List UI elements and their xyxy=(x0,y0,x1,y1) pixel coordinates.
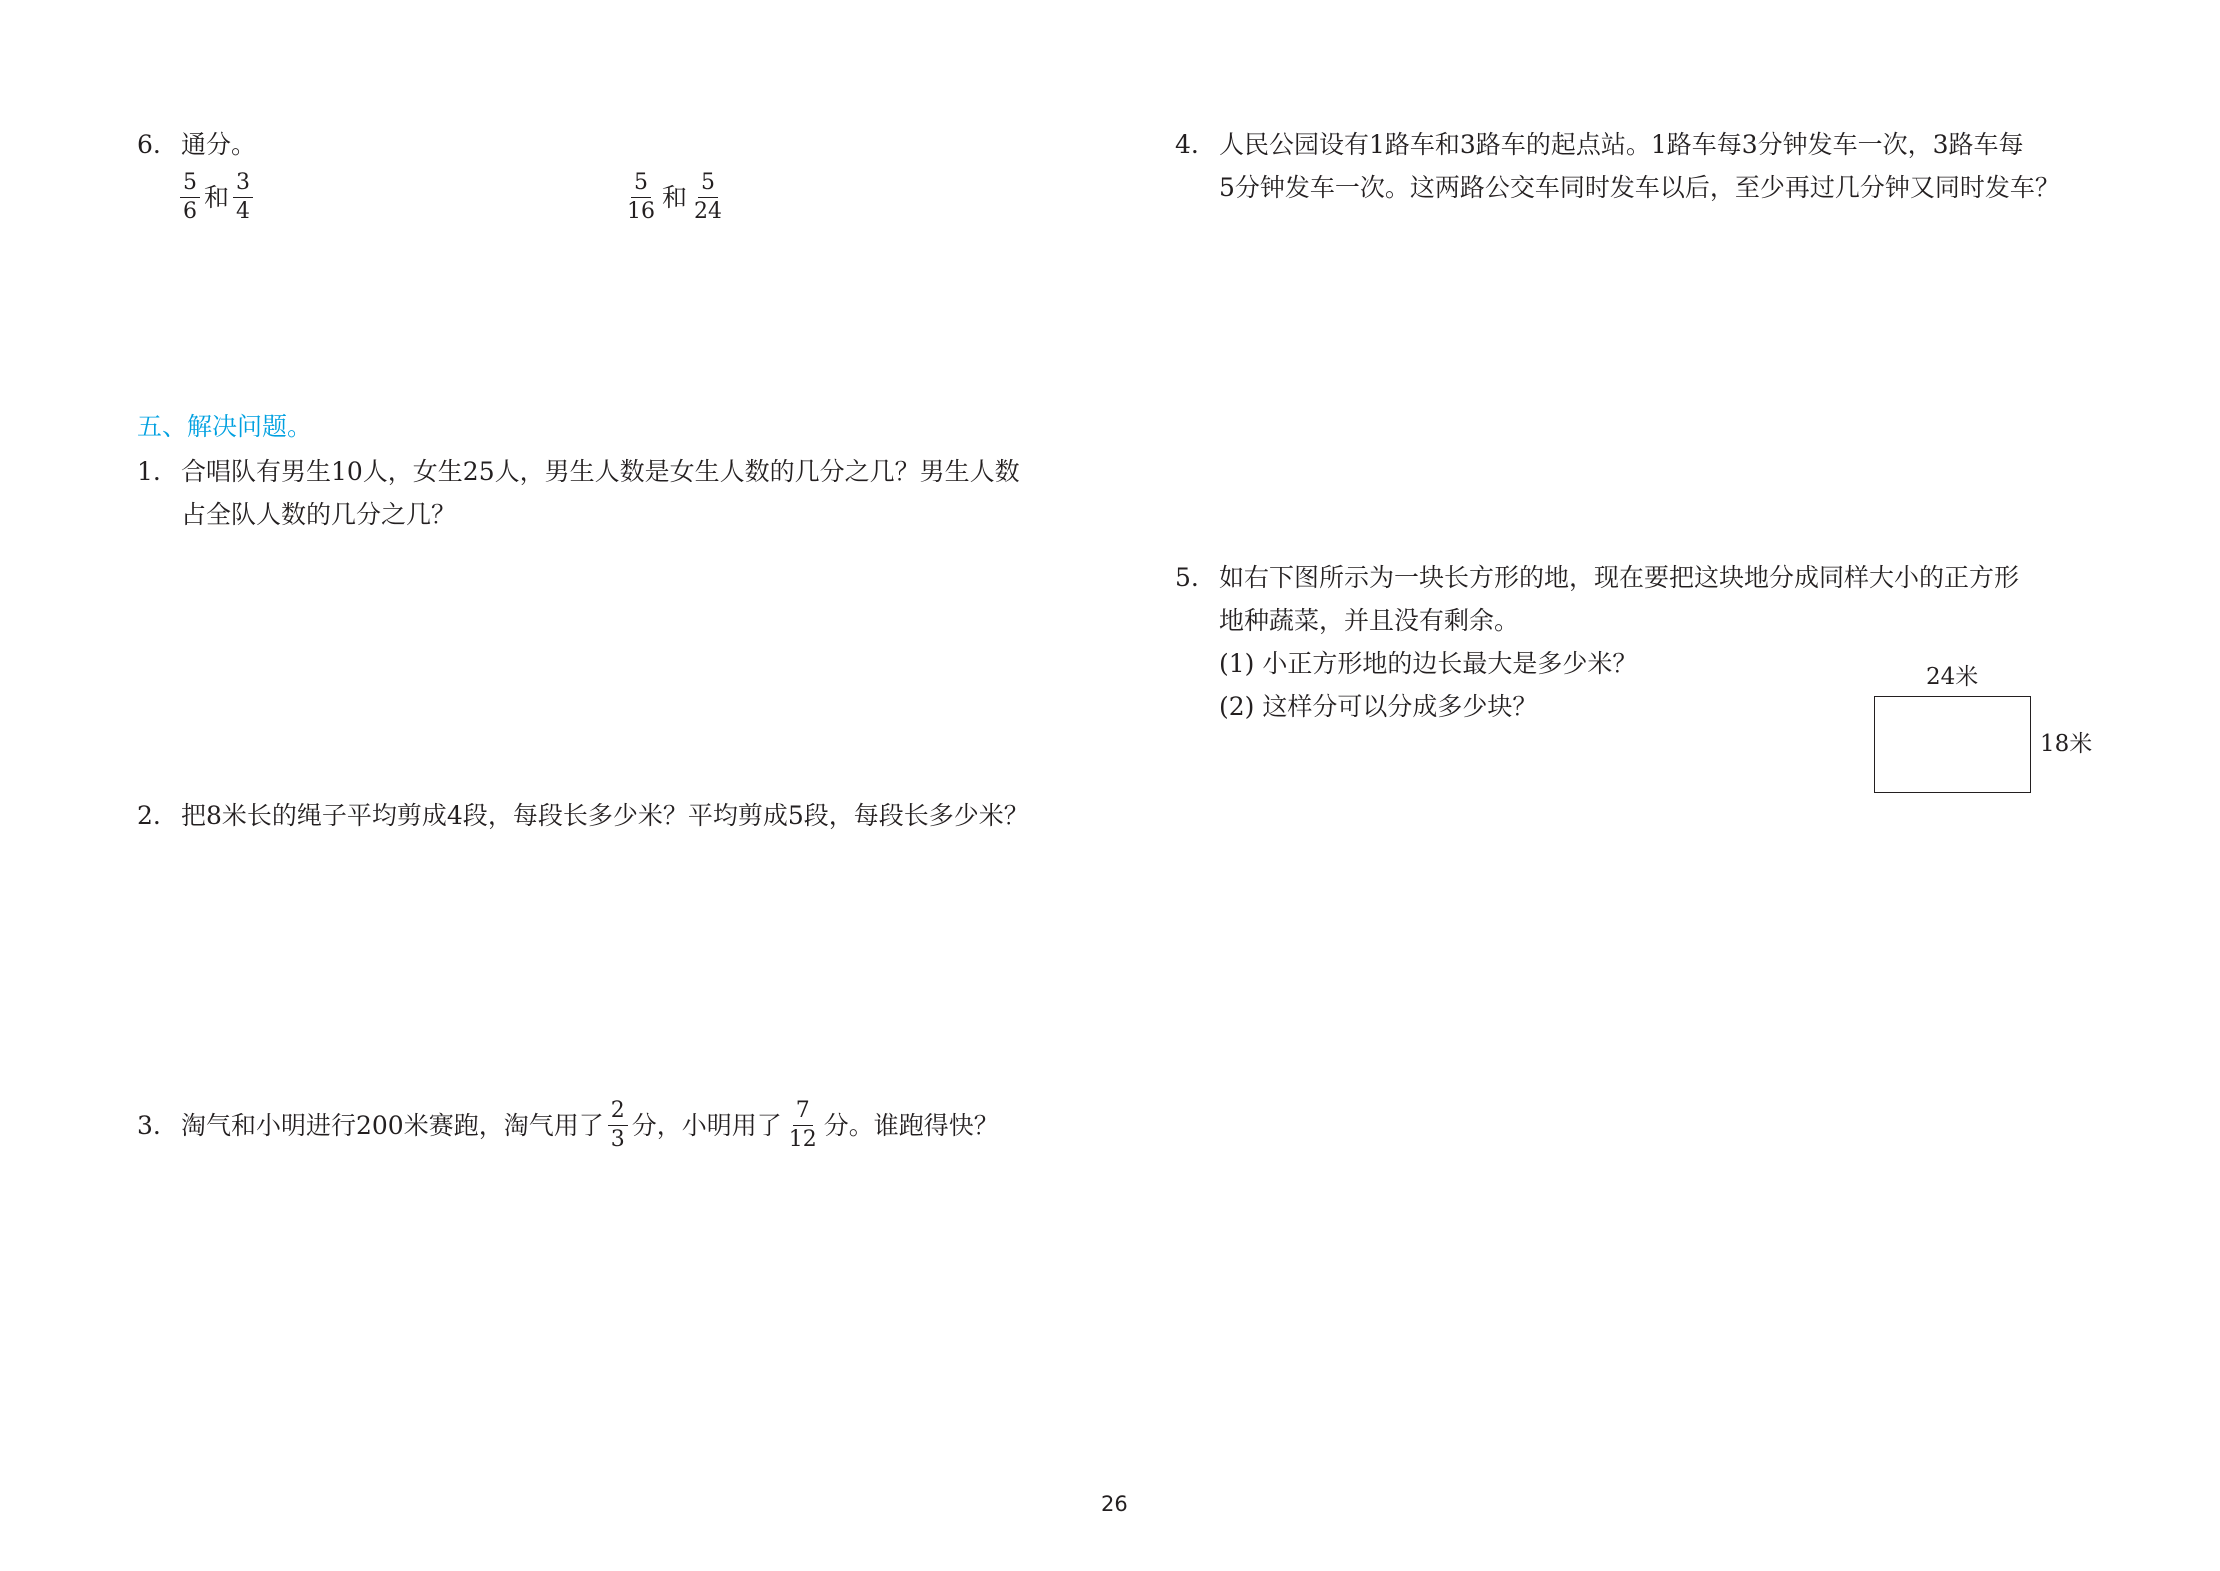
rectangle-figure xyxy=(1874,696,2031,793)
q6-pair-2 xyxy=(620,172,729,223)
problem-number: 3. xyxy=(137,1110,161,1140)
problem-number: 5. xyxy=(1175,563,1199,592)
problem-text-c: 分。谁跑得快？ xyxy=(823,1110,999,1140)
section-heading: 五、解决问题。 xyxy=(137,412,313,441)
fraction-two-thirds: $\frac{2}{3}$ xyxy=(608,1100,628,1151)
q6-number: 6. xyxy=(137,130,161,159)
problem-text-a: 淘气和小明进行200米赛跑，淘气用了 xyxy=(181,1110,604,1140)
q6-heading xyxy=(137,130,256,160)
fraction-a: $\frac{5}{6}$ xyxy=(180,172,200,223)
page-number: 26 xyxy=(1101,1492,1128,1516)
rectangle-height-label: 18米 xyxy=(2040,731,2093,757)
problem-text: 如右下图所示为一块长方形的地，现在要把这块地分成同样大小的正方形 xyxy=(1219,563,2020,592)
fraction-seven-twelfths: $\frac{7}{12}$ xyxy=(788,1098,817,1152)
problem-5-sub-1: (1) 小正方形地的边长最大是多少米？ xyxy=(1219,649,1638,678)
rectangle-width-label: 24米 xyxy=(1926,664,1979,690)
problem-4-continued: 5分钟发车一次。这两路公交车同时发车以后，至少再过几分钟又同时发车？ xyxy=(1219,173,2060,202)
problem-2 xyxy=(137,801,1029,831)
q6-pair-1 xyxy=(176,172,257,223)
problem-number: 2. xyxy=(137,801,161,830)
problem-1 xyxy=(137,457,1020,487)
problem-1-continued: 占全队人数的几分之几？ xyxy=(181,500,457,529)
fraction-a: $\frac{5}{16}$ xyxy=(627,170,655,224)
problem-text: 合唱队有男生10人，女生25人，男生人数是女生人数的几分之几？男生人数 xyxy=(181,457,1020,486)
q6-title: 通分。 xyxy=(181,130,257,159)
problem-text: 把8米长的绳子平均剪成4段，每段长多少米？平均剪成5段，每段长多少米？ xyxy=(181,801,1029,830)
problem-number: 1. xyxy=(137,457,161,486)
problem-text: 人民公园设有1路车和3路车的起点站。1路车每3分钟发车一次，3路车每 xyxy=(1219,130,2024,159)
problem-4 xyxy=(1175,130,2024,160)
problem-5-continued: 地种蔬菜，并且没有剩余。 xyxy=(1219,606,1520,635)
fraction-b: $\frac{3}{4}$ xyxy=(233,172,253,223)
problem-5 xyxy=(1175,563,2019,593)
problem-text-b: 分，小明用了 xyxy=(631,1110,782,1140)
conjunction: 和 xyxy=(204,182,230,212)
problem-number: 4. xyxy=(1175,130,1199,159)
problem-3 xyxy=(137,1100,999,1151)
conjunction: 和 xyxy=(662,182,688,212)
fraction-b: $\frac{5}{24}$ xyxy=(694,170,723,224)
problem-5-sub-2: (2) 这样分可以分成多少块？ xyxy=(1219,692,1538,721)
